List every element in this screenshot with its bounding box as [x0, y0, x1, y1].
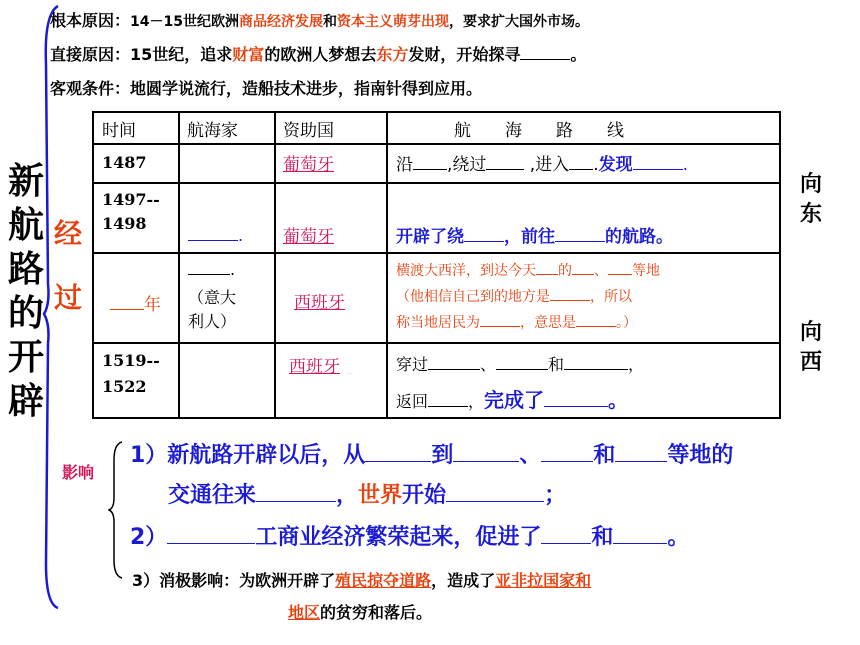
fill-blank — [413, 152, 447, 170]
route-text: ， — [468, 392, 485, 411]
direction-char: 西 — [800, 350, 823, 375]
fill-blank — [188, 224, 238, 241]
fill-blank — [365, 439, 431, 462]
route-text: 、 — [594, 263, 608, 279]
impact-item-3 — [132, 568, 591, 591]
row2-route — [396, 222, 673, 247]
direct-cause-highlight: 财富 — [232, 45, 265, 64]
row2-time: 1497-- 1498 — [102, 190, 160, 233]
direct-cause-text: 15世纪，追求 — [130, 45, 233, 64]
route-text: ,进入 — [524, 155, 570, 175]
side-title-char: 辟 — [7, 381, 44, 422]
route-text: 横渡大西洋，到达今天 — [396, 263, 536, 279]
impact-text: ； — [544, 483, 567, 508]
fill-blank — [613, 521, 667, 544]
fill-blank — [520, 43, 570, 60]
side-title-char: 新 — [7, 161, 44, 202]
row1-sponsor: 葡萄牙 — [283, 155, 334, 175]
objective-condition-line — [50, 76, 482, 99]
route-text: 。） — [616, 315, 637, 331]
direct-cause-text: 发财，开始探寻 — [408, 45, 521, 64]
impact-text: 开始 — [402, 483, 447, 508]
route-text: . — [682, 155, 689, 175]
fill-blank — [486, 152, 524, 170]
route-text: 等地 — [632, 263, 660, 279]
impact-text: 和 — [591, 525, 614, 550]
root-cause-label: 根本原因： — [50, 11, 131, 30]
fill-blank — [550, 286, 590, 301]
fill-blank — [608, 260, 632, 275]
row3-navigator-note: （意大 利人） — [188, 288, 237, 331]
route-line — [396, 258, 660, 284]
impact-highlight: 世界 — [358, 483, 403, 508]
impact-text: 和 — [593, 443, 616, 468]
process-char: 过 — [53, 281, 82, 314]
fill-blank — [564, 353, 628, 370]
row4-route-line1 — [396, 352, 644, 375]
direct-cause-highlight: 东方 — [376, 45, 409, 64]
side-title — [6, 160, 46, 424]
row4-time: 1519-- 1522 — [102, 351, 160, 396]
row3-route — [396, 258, 660, 336]
fill-blank — [167, 521, 255, 544]
row1-route — [396, 150, 688, 175]
root-cause-highlight: 资本主义萌芽出现 — [336, 14, 449, 30]
objective-label: 客观条件： — [50, 79, 131, 98]
fill-blank — [633, 152, 683, 170]
fill-blank — [446, 479, 544, 502]
route-text: ,绕过 — [447, 155, 487, 175]
route-text: 和 — [548, 355, 565, 374]
impact-text: 、 — [519, 443, 542, 468]
fill-blank — [256, 479, 336, 502]
direction-west — [800, 318, 822, 378]
impact-text: ，造成了 — [431, 571, 496, 590]
fill-blank — [428, 353, 480, 370]
fill-blank — [110, 292, 144, 310]
route-highlight: 。 — [608, 388, 629, 412]
impact-text: 。 — [667, 525, 690, 550]
process-char: 经 — [53, 217, 82, 250]
route-highlight: 开辟了绕 — [396, 227, 464, 247]
root-cause-text: 14－15世纪欧洲 — [130, 14, 239, 30]
side-title-char: 开 — [7, 337, 44, 378]
fill-blank — [464, 224, 504, 242]
impact-text: 到 — [431, 443, 454, 468]
header-time: 时间 — [102, 121, 136, 141]
direct-cause-text: 的欧洲人梦想去 — [264, 45, 377, 64]
side-title-char: 的 — [7, 293, 44, 334]
navigator-text: . — [238, 226, 244, 245]
impact-highlight: 殖民掠夺道路 — [335, 571, 432, 590]
direction-char: 东 — [800, 202, 823, 227]
impact-item-1 — [130, 438, 733, 469]
route-text: ， — [628, 355, 645, 374]
route-text: （他相信自己到的地方是 — [396, 289, 550, 305]
fill-blank — [544, 390, 608, 407]
route-highlight: 完成了 — [484, 388, 545, 412]
navigator-text: . — [230, 260, 236, 279]
time-text: 年 — [144, 295, 161, 315]
fill-blank — [453, 439, 519, 462]
route-highlight: 的航路。 — [605, 227, 673, 247]
direction-char: 向 — [800, 320, 823, 345]
header-route: 航 海 路 线 — [454, 121, 624, 141]
impact-text: ， — [336, 483, 359, 508]
row3-time — [110, 290, 161, 315]
route-text: 返回 — [396, 392, 429, 411]
impact-text: 交通往来 — [168, 483, 257, 508]
impact-text: 3）消极影响：为欧洲开辟了 — [132, 571, 336, 590]
root-cause-text: ，要求扩大国外市场。 — [448, 14, 589, 30]
route-highlight: ，前往 — [504, 227, 555, 247]
direction-char: 向 — [800, 172, 823, 197]
side-title-char: 航 — [7, 205, 44, 246]
fill-blank — [615, 439, 667, 462]
impact-item-2 — [130, 520, 689, 551]
row1-time: 1487 — [102, 153, 147, 172]
root-cause-highlight: 商品经济发展 — [238, 14, 323, 30]
fill-blank — [188, 258, 230, 275]
header-sponsor: 资助国 — [283, 121, 334, 141]
row2-navigator — [188, 224, 243, 245]
route-text: ，所以 — [590, 289, 632, 305]
impact-highlight: 地区 — [288, 603, 321, 622]
route-line — [396, 284, 660, 310]
objective-text: 地圆学说流行，造船技术进步，指南针得到应用。 — [130, 79, 483, 98]
impact-item-1-cont — [168, 478, 566, 509]
impact-label: 影响 — [62, 463, 95, 482]
fill-blank — [555, 224, 605, 242]
impact-text: 1）新航路开辟以后，从 — [130, 443, 366, 468]
direct-cause-text: 。 — [570, 45, 587, 64]
fill-blank — [541, 521, 591, 544]
fill-blank — [576, 312, 616, 327]
route-text: 的 — [558, 263, 572, 279]
impact-text: 的贫穷和落后。 — [320, 603, 433, 622]
impact-brace-icon — [108, 440, 126, 580]
route-text: 称当地居民为 — [396, 315, 480, 331]
row4-route-line2 — [396, 384, 628, 413]
fill-blank — [536, 260, 558, 275]
impact-item-3-cont — [288, 600, 432, 623]
route-highlight: 发现 — [598, 155, 633, 175]
impact-text: 工商业经济繁荣起来，促进了 — [255, 525, 542, 550]
side-title-char: 路 — [7, 249, 44, 290]
route-text: 、 — [480, 355, 497, 374]
impact-text: 等地的 — [667, 443, 734, 468]
fill-blank — [569, 152, 593, 170]
root-cause-text: 和 — [322, 14, 337, 30]
route-line — [396, 310, 660, 336]
row3-sponsor: 西班牙 — [294, 293, 345, 313]
route-text: 沿 — [396, 155, 413, 175]
root-cause-line — [50, 8, 589, 31]
fill-blank — [541, 439, 593, 462]
fill-blank — [572, 260, 594, 275]
direct-cause-line — [50, 42, 586, 65]
row2-sponsor: 葡萄牙 — [283, 227, 334, 247]
fill-blank — [428, 390, 468, 407]
route-text: 穿过 — [396, 355, 429, 374]
impact-text: 2） — [130, 525, 168, 550]
impact-highlight: 亚非拉国家和 — [495, 571, 592, 590]
direction-east — [800, 170, 822, 230]
row4-sponsor: 西班牙 — [289, 357, 340, 377]
fill-blank — [496, 353, 548, 370]
direct-cause-label: 直接原因： — [50, 45, 131, 64]
fill-blank — [480, 312, 520, 327]
route-text: . — [593, 155, 599, 175]
header-navigator: 航海家 — [187, 121, 238, 141]
row3-navigator — [188, 258, 235, 279]
route-text: ，意思是 — [520, 315, 576, 331]
